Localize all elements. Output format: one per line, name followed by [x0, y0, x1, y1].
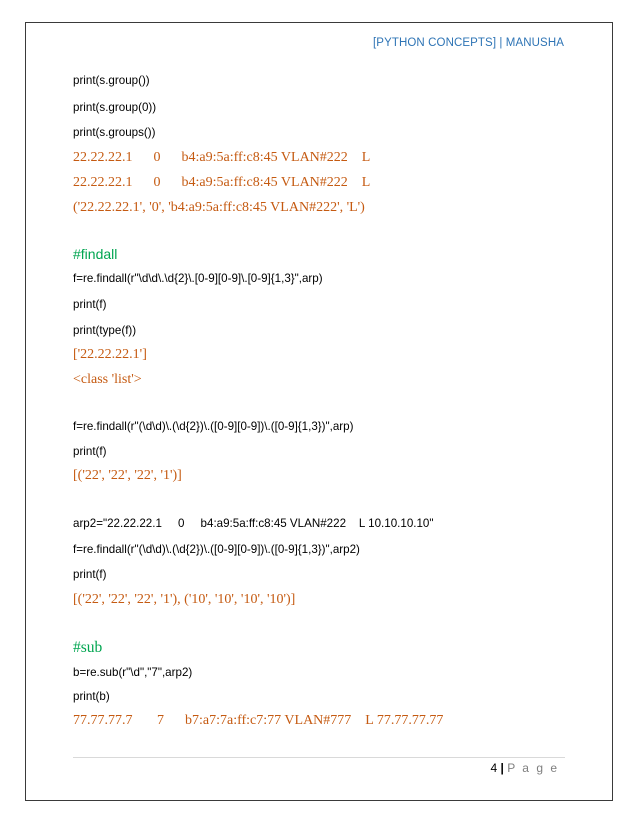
output-line: <class 'list'>: [73, 372, 142, 387]
output-line: 22.22.22.1 0 b4:a9:5a:ff:c8:45 VLAN#222 L: [73, 175, 371, 190]
page-number: 4: [490, 761, 498, 775]
code-line: print(b): [73, 690, 110, 703]
section-heading-findall: #findall: [73, 246, 118, 262]
output-line: [('22', '22', '22', '1'), ('10', '10', '10', '10')]: [73, 592, 296, 607]
code-line: b=re.sub(r"\d","7",arp2): [73, 666, 193, 679]
output-line: 77.77.77.7 7 b7:a7:7a:ff:c7:77 VLAN#777 L 77.77.77.77: [73, 713, 444, 728]
footer-separator: |: [500, 761, 504, 775]
code-line: print(s.group(0)): [73, 101, 157, 114]
code-line: print(type(f)): [73, 324, 137, 337]
code-line: f=re.findall(r"(\d\d)\.(\d{2})\.([0-9][0-9])\.([0-9]{1,3})",arp2): [73, 543, 360, 556]
footer-divider: [73, 757, 565, 758]
page-footer: [490, 761, 559, 775]
section-heading-sub: #sub: [73, 639, 103, 656]
code-line: f=re.findall(r"\d\d\.\d{2}\.[0-9][0-9]\.[0-9]{1,3}",arp): [73, 272, 323, 285]
output-line: [('22', '22', '22', '1')]: [73, 468, 182, 483]
output-line: 22.22.22.1 0 b4:a9:5a:ff:c8:45 VLAN#222 L: [73, 150, 371, 165]
code-line: print(f): [73, 298, 107, 311]
output-line: ['22.22.22.1']: [73, 347, 147, 362]
page-header: [PYTHON CONCEPTS] | MANUSHA: [373, 37, 564, 49]
code-line: print(f): [73, 445, 107, 458]
code-line: arp2="22.22.22.1 0 b4:a9:5a:ff:c8:45 VLAN#222 L 10.10.10.10": [73, 517, 434, 530]
code-line: print(s.groups()): [73, 126, 156, 139]
code-line: f=re.findall(r"(\d\d)\.(\d{2})\.([0-9][0-9])\.([0-9]{1,3})",arp): [73, 420, 354, 433]
code-line: print(f): [73, 568, 107, 581]
page-label: P a g e: [507, 761, 559, 775]
code-line: print(s.group()): [73, 74, 150, 87]
output-line: ('22.22.22.1', '0', 'b4:a9:5a:ff:c8:45 VLAN#222', 'L'): [73, 200, 365, 215]
